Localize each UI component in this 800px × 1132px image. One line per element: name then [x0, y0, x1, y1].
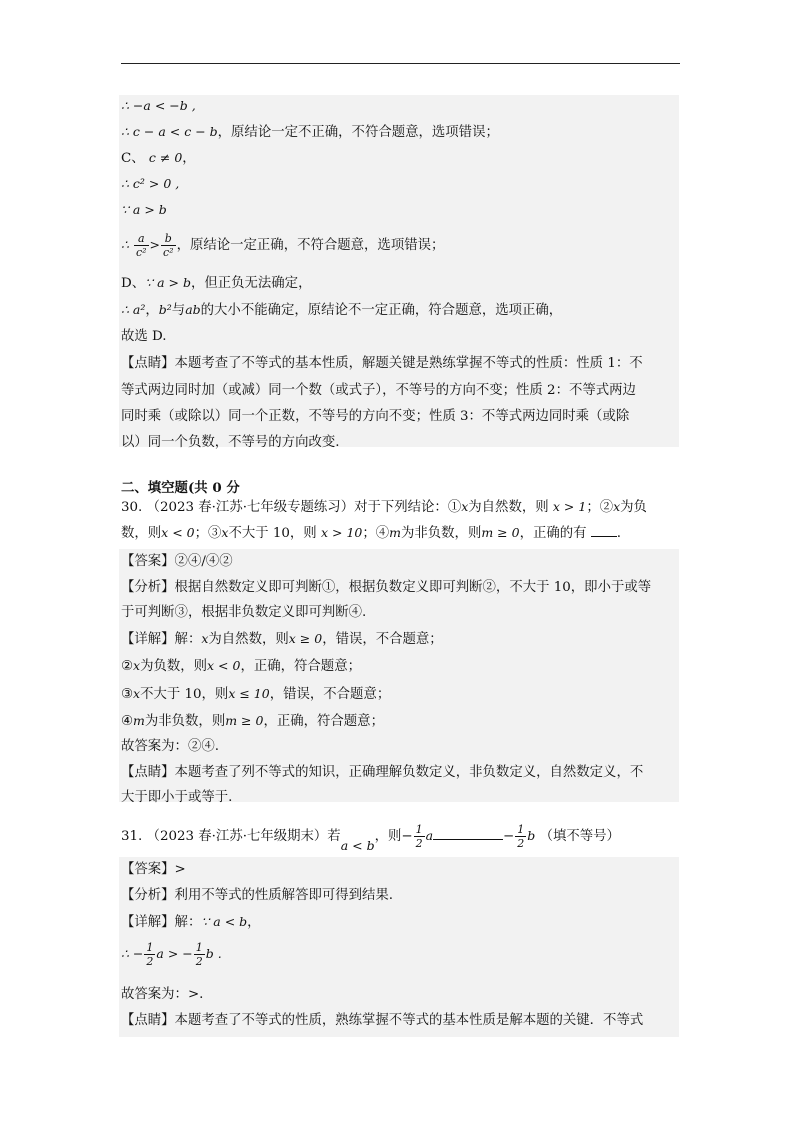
section-heading: 二、填空题(共 0 分 — [121, 480, 240, 496]
line: 等式两边同时加（或减）同一个数（或式子），不等号的方向不变；性质 2：不等式两边 — [121, 383, 636, 398]
line: 【点睛】本题考查了不等式的基本性质，解题关键是熟练掌握不等式的性质：性质 1：不 — [121, 356, 643, 371]
line: D、∵ a > b，但正负无法确定， — [121, 275, 312, 291]
line: ∴ a²，b²与ab的大小不能确定，原结论不一定正确，符合题意，选项正确， — [121, 302, 563, 318]
line: ∴ $\frac{a}{\text{c²}}$ > $\frac{b}{\text{c²}}$ ，原结论一定正确，不符合题意，选项错误； — [121, 232, 445, 259]
question-30-cont: 数，则x < 0；③x不大于 10，则 x > 10；④m为非负数，则m ≥ 0，正确的有 . — [121, 525, 622, 541]
header-rule — [121, 63, 680, 64]
line: ∴ c² > 0 , — [121, 176, 180, 191]
line: 以）同一个负数，不等号的方向改变. — [121, 435, 340, 450]
detail-line: 【详解】解：∵ a < b， — [121, 914, 261, 930]
line: ∵ a > b — [121, 202, 167, 217]
fraction: $\frac{1}{2}$ — [195, 941, 203, 968]
line: 同时乘（或除以）同一个正数，不等号的方向不变；性质 3：不等式两边同时乘（或除 — [121, 409, 630, 424]
answer-line: 【答案】> — [121, 862, 186, 877]
line: C、 c ≠ 0， — [121, 150, 196, 166]
fraction: $\frac{b}{\text{c²}}$ — [163, 232, 174, 259]
answer-blank — [433, 827, 503, 840]
analysis-line: 【分析】利用不等式的性质解答即可得到结果. — [121, 888, 394, 903]
line: ∴ c − a < c − b，原结论一定不正确，不符合题意，选项错误； — [121, 124, 499, 140]
fraction: $\frac{a}{\text{c²}}$ — [135, 232, 147, 259]
final-answer: 故答案为：②④. — [121, 739, 219, 754]
question-31: 31. （2023 春·江苏·七年级期末）若a < b，则− $\frac{1}{2}$ a − $\frac{1}{2}$ b （填不等号） — [121, 823, 620, 853]
fraction: $\frac{1}{2}$ — [146, 941, 154, 968]
analysis-line: 【分析】根据自然数定义即可判断①，根据负数定义即可判断②，不大于 10，即小于或等 — [121, 580, 652, 595]
detail-line: ④m为非负数，则m ≥ 0，正确，符合题意； — [121, 713, 384, 729]
answer-blank — [591, 524, 617, 537]
detail-line: ②x为负数，则x < 0，正确，符合题意； — [121, 658, 361, 674]
fraction: $\frac{1}{2}$ — [517, 823, 525, 850]
question-30: 30. （2023 春·江苏·七年级专题练习）对于下列结论：①x为自然数，则 x > 1；②x为负 — [121, 499, 647, 515]
detail-line: 【详解】解：x为自然数，则x ≥ 0，错误，不合题意； — [121, 631, 443, 647]
final-answer: 故答案为：>. — [121, 987, 204, 1002]
line: 故选 D. — [121, 329, 167, 344]
analysis-line: 于可判断③，根据非负数定义即可判断④. — [121, 605, 367, 620]
fraction: $\frac{1}{2}$ — [415, 823, 423, 850]
answer-line: 【答案】②④/④② — [121, 554, 233, 569]
comment-line: 大于即小于或等于. — [121, 790, 233, 805]
comment-line: 【点睛】本题考查了列不等式的知识，正确理解负数定义，非负数定义，自然数定义，不 — [121, 765, 644, 780]
result-line: ∴ − $\frac{1}{2}$ a > − $\frac{1}{2}$ b . — [121, 941, 222, 968]
detail-line: ③x不大于 10，则x ≤ 10，错误，不合题意； — [121, 686, 391, 702]
line: ∴ −a < −b , — [121, 98, 196, 113]
comment-line: 【点睛】本题考查了不等式的性质，熟练掌握不等式的基本性质是解本题的关键．不等式 — [121, 1013, 644, 1028]
